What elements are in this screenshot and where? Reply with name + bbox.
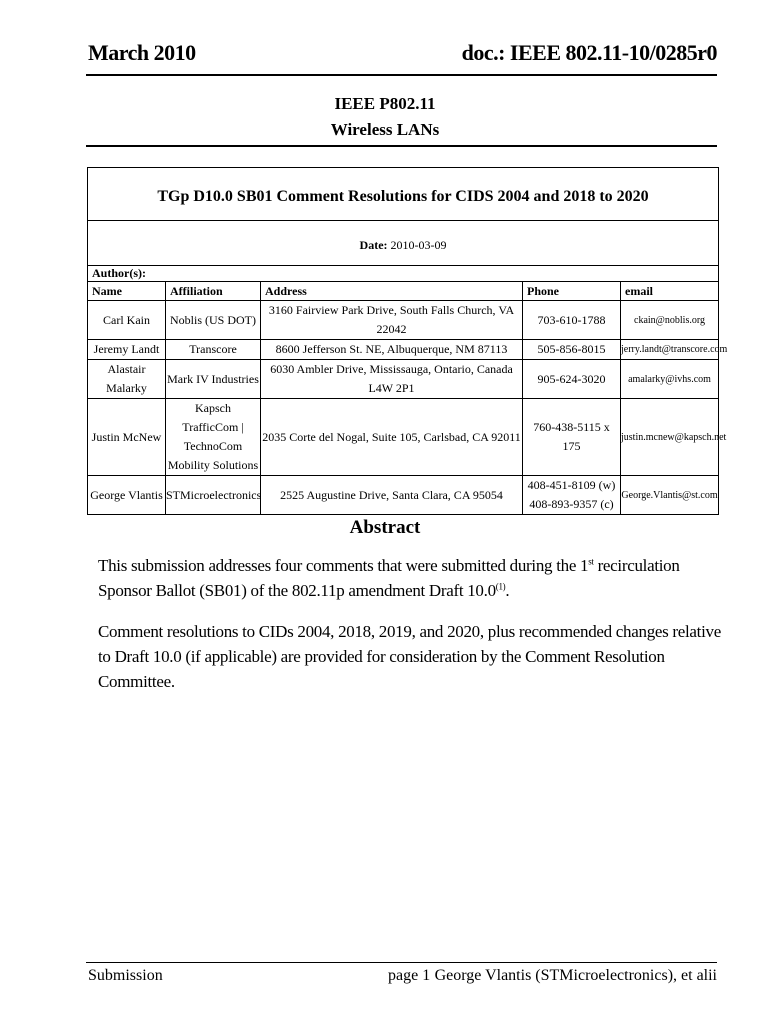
footer-rule: [86, 962, 717, 963]
author-name: George Vlantis: [88, 476, 166, 515]
author-affiliation: STMicroelectronics: [166, 476, 261, 515]
date-label: Date:: [359, 237, 388, 252]
author-email: justin.mcnew@kapsch.net: [621, 399, 719, 476]
author-address: 8600 Jefferson St. NE, Albuquerque, NM 87113: [261, 340, 523, 360]
col-header-name: Name: [88, 282, 166, 301]
author-name: Carl Kain: [88, 301, 166, 340]
date-row: [88, 221, 719, 266]
header-date: March 2010: [88, 40, 196, 65]
header-doc-id: doc.: IEEE 802.11-10/0285r0: [461, 40, 717, 65]
abstract-paragraph-1: This submission addresses four comments that were submitted during the 1st recirculation Sponsor Ballot (SB01) of the 802.11p amendment Draft 10.0$^{(1)}$.: [98, 556, 680, 600]
org-line-1: IEEE P802.11: [334, 94, 436, 113]
author-address: 2525 Augustine Drive, Santa Clara, CA 95054: [261, 476, 523, 515]
footer-submission: Submission: [88, 967, 163, 984]
author-email: jerry.landt@transcore.com: [621, 340, 719, 360]
col-header-email: email: [621, 282, 719, 301]
author-row: [88, 399, 719, 476]
abstract-paragraph-2: Comment resolutions to CIDs 2004, 2018, 2019, and 2020, plus recommended changes relative to Draft 10.0 (if applicable) are provided for consideration by the Comment Resolution Committee.: [98, 622, 721, 691]
author-phone-cell: 408-893-9357 (c): [529, 497, 614, 511]
author-row: [88, 340, 719, 360]
author-name: Jeremy Landt: [88, 340, 166, 360]
footer-page-number: page 1: [388, 967, 431, 984]
author-email: amalarky@ivhs.com: [621, 360, 719, 399]
document-title: TGp D10.0 SB01 Comment Resolutions for CIDS 2004 and 2018 to 2020: [88, 168, 719, 221]
col-header-address: Address: [261, 282, 523, 301]
author-affiliation: Mark IV Industries: [166, 360, 261, 399]
abstract-title: Abstract: [349, 517, 421, 538]
author-phone: 905-624-3020: [523, 360, 621, 399]
title-author-table: [87, 167, 728, 515]
author-phone: [523, 476, 621, 515]
author-row: [88, 360, 719, 399]
header-rule: [86, 74, 717, 76]
date-value: 2010-03-09: [390, 237, 447, 252]
author-name: Justin McNew: [88, 399, 166, 476]
author-affiliation: Noblis (US DOT): [166, 301, 261, 340]
author-row: [88, 476, 719, 515]
author-phone: 703-610-1788: [523, 301, 621, 340]
author-name: Alastair Malarky: [88, 360, 166, 399]
author-email: George.Vlantis@st.com: [621, 476, 719, 515]
authors-label: Author(s):: [88, 266, 719, 282]
title-rule: [86, 145, 717, 147]
author-address: 3160 Fairview Park Drive, South Falls Church, VA 22042: [261, 301, 523, 340]
author-phone: 505-856-8015: [523, 340, 621, 360]
col-header-phone: Phone: [523, 282, 621, 301]
author-address: 6030 Ambler Drive, Mississauga, Ontario, Canada L4W 2P1: [261, 360, 523, 399]
author-affiliation: Transcore: [166, 340, 261, 360]
footer-author: George Vlantis (STMicroelectronics), et alii: [434, 967, 717, 984]
author-row: [88, 301, 719, 340]
author-affiliation: Kapsch TrafficCom | TechnoCom Mobility Solutions: [166, 399, 261, 476]
author-phone-work: 408-451-8109 (w): [527, 478, 616, 492]
author-phone: 760-438-5115 x 175: [523, 399, 621, 476]
org-line-2: Wireless LANs: [330, 120, 440, 139]
author-email: ckain@noblis.org: [621, 301, 719, 340]
col-header-affiliation: Affiliation: [166, 282, 261, 301]
author-address: 2035 Corte del Nogal, Suite 105, Carlsbad, CA 92011: [261, 399, 523, 476]
